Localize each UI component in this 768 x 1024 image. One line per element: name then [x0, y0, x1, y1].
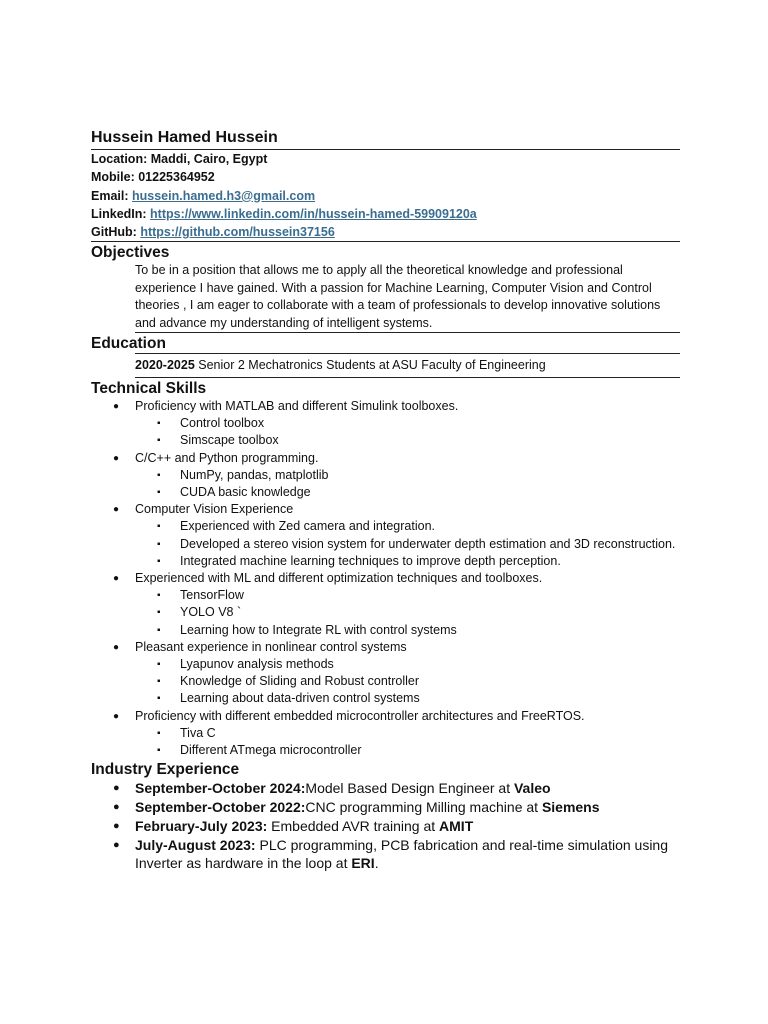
skill-subitem-text: CUDA basic knowledge — [180, 485, 311, 499]
experience-company: Siemens — [541, 799, 600, 816]
skill-subitem-text: NumPy, pandas, matplotlib — [180, 467, 329, 482]
bullet-icon: ● — [113, 504, 120, 516]
skill-subitem-text: Simscape toolbox — [180, 433, 279, 448]
candidate-name: Hussein Hamed Hussein — [91, 128, 680, 150]
bullet-icon: ● — [113, 782, 120, 795]
skill-item — [91, 570, 680, 639]
skill-item — [91, 501, 680, 570]
skill-subitem-text: Control toolbox — [180, 416, 265, 431]
skill-text: Pleasant experience in nonlinear control systems — [135, 639, 407, 654]
education-text: Senior 2 Mechatronics Students at ASU Faculty of Engineering — [198, 358, 546, 373]
skill-subitem — [135, 725, 680, 742]
skills-heading: Technical Skills — [91, 379, 207, 397]
square-bullet-icon: ▪ — [157, 676, 161, 688]
square-bullet-icon: ▪ — [157, 487, 161, 498]
skill-subitem — [135, 673, 680, 690]
experience-desc: Model Based Design Engineer at — [305, 780, 514, 797]
square-bullet-icon: ▪ — [157, 538, 161, 550]
skills-list — [91, 398, 680, 759]
experience-date: September-October 2022: — [135, 799, 306, 816]
experience-list — [91, 779, 680, 873]
github-link[interactable]: https://github.com/hussein37156 — [140, 225, 335, 240]
experience-desc: Embedded AVR training at — [267, 817, 440, 834]
square-bullet-icon: ▪ — [157, 521, 161, 533]
skill-subitem-text: Learning how to Integrate RL with control systems — [180, 622, 457, 637]
skill-subitem — [135, 553, 680, 570]
experience-company: AMIT — [439, 817, 474, 834]
objectives-text: To be in a position that allows me to apply all the theoretical knowledge and professional experience I have gained. With a passion for Machine Learning, Computer Vision and Control theories , I am eager to collaborate with a team of professionals to develop innovative solutions and advance my understanding of intelligent systems. — [135, 263, 661, 330]
experience-date: July-August 2023: — [135, 836, 256, 853]
skill-sublist — [135, 725, 680, 759]
square-bullet-icon: ▪ — [157, 745, 161, 757]
resume-content — [91, 128, 680, 873]
location-label: Location: — [91, 152, 148, 166]
experience-item — [91, 817, 680, 836]
experience-tail: . — [374, 855, 379, 872]
experience-desc: CNC programming Milling machine at — [305, 799, 542, 816]
skill-subitem — [135, 415, 680, 432]
experience-desc: PLC programming, PCB fabrication and real-time simulation using Inverter as hardware in the loop at — [135, 836, 668, 872]
experience-heading: Industry Experience — [91, 761, 240, 779]
skill-subitem — [135, 604, 680, 621]
skill-subitem — [135, 742, 680, 759]
skill-subitem-text: Tiva C — [180, 725, 216, 740]
skill-subitem — [135, 690, 680, 707]
square-bullet-icon: ▪ — [157, 435, 161, 447]
experience-item — [91, 836, 680, 874]
bullet-icon: ● — [113, 819, 120, 832]
experience-company: ERI — [351, 855, 375, 872]
skill-item — [91, 398, 680, 450]
bullet-icon: ● — [113, 641, 120, 653]
bullet-icon: ● — [113, 710, 120, 722]
skill-text: Proficiency with different embedded microcontroller architectures and FreeRTOS. — [135, 708, 585, 723]
square-bullet-icon: ▪ — [157, 590, 161, 602]
skill-subitem — [135, 587, 680, 604]
bullet-icon: ● — [113, 838, 120, 851]
square-bullet-icon: ▪ — [157, 418, 161, 430]
skill-subitem-text: Lyapunov analysis methods — [180, 657, 334, 672]
contact-email — [91, 187, 680, 205]
email-label: Email: — [91, 188, 129, 203]
skill-subitem — [135, 622, 680, 639]
skill-item — [91, 639, 680, 708]
skill-item — [91, 708, 680, 760]
skill-sublist — [135, 656, 680, 708]
contact-github — [91, 223, 680, 241]
square-bullet-icon: ▪ — [157, 693, 161, 705]
skill-sublist — [135, 587, 680, 639]
skill-text: Experienced with ML and different optimization techniques and toolboxes. — [135, 571, 543, 586]
experience-item — [91, 798, 680, 817]
skill-subitem-text: Learning about data-driven control systems — [180, 691, 420, 706]
mobile-label: Mobile: — [91, 170, 135, 185]
square-bullet-icon: ▪ — [157, 624, 161, 636]
square-bullet-icon: ▪ — [157, 659, 161, 671]
experience-item — [91, 779, 680, 798]
skill-subitem — [135, 518, 680, 535]
bullet-icon: ● — [113, 801, 120, 814]
objectives-heading: Objectives — [91, 244, 170, 262]
skill-sublist — [135, 467, 680, 501]
bullet-icon: ● — [113, 452, 120, 464]
skill-subitem-text: Developed a stereo vision system for underwater depth estimation and 3D reconstruction. — [180, 536, 676, 551]
skill-item — [91, 450, 680, 502]
skill-subitem-text: Different ATmega microcontroller — [180, 743, 362, 758]
education-heading: Education — [91, 335, 166, 353]
contact-mobile — [91, 168, 680, 186]
square-bullet-icon: ▪ — [157, 727, 161, 739]
bullet-icon: ● — [113, 573, 120, 585]
github-label: GitHub: — [91, 225, 137, 240]
experience-company: Valeo — [513, 780, 551, 797]
square-bullet-icon: ▪ — [157, 469, 161, 481]
square-bullet-icon: ▪ — [157, 555, 161, 567]
bullet-icon: ● — [113, 400, 120, 412]
square-bullet-icon: ▪ — [157, 607, 161, 619]
contact-block — [91, 150, 680, 241]
skill-sublist — [135, 415, 680, 449]
skill-subitem — [135, 656, 680, 673]
linkedin-link[interactable]: https://www.linkedin.com/in/hussein-hamed-59909120a — [150, 206, 477, 221]
experience-date: February-July 2023: — [135, 817, 268, 834]
skill-subitem — [135, 536, 680, 553]
skill-subitem-text: Integrated machine learning techniques to improve depth perception. — [180, 553, 561, 568]
experience-date: September-October 2024: — [135, 780, 306, 797]
email-link[interactable]: hussein.hamed.h3@gmail.com — [132, 188, 316, 203]
contact-location — [91, 150, 680, 168]
education-entry — [135, 354, 680, 377]
linkedin-label: LinkedIn: — [91, 206, 147, 221]
location-value: Maddi, Cairo, Egypt — [150, 152, 268, 166]
skill-subitem — [135, 484, 680, 501]
skill-subitem-text: Experienced with Zed camera and integration. — [180, 519, 436, 534]
skill-subitem-text: TensorFlow — [180, 588, 244, 603]
skill-subitem — [135, 432, 680, 449]
mobile-value: 01225364952 — [138, 170, 215, 185]
skill-text: Proficiency with MATLAB and different Simulink toolboxes. — [135, 398, 459, 413]
skill-sublist — [135, 518, 680, 570]
skill-text: Computer Vision Experience — [135, 502, 294, 517]
contact-linkedin — [91, 205, 680, 223]
education-years: 2020-2025 — [135, 358, 195, 373]
skill-text: C/C++ and Python programming. — [135, 450, 319, 465]
skill-subitem-text: YOLO V8 ` — [180, 605, 242, 620]
skill-subitem-text: Knowledge of Sliding and Robust controller — [180, 674, 420, 689]
skill-subitem — [135, 467, 680, 484]
